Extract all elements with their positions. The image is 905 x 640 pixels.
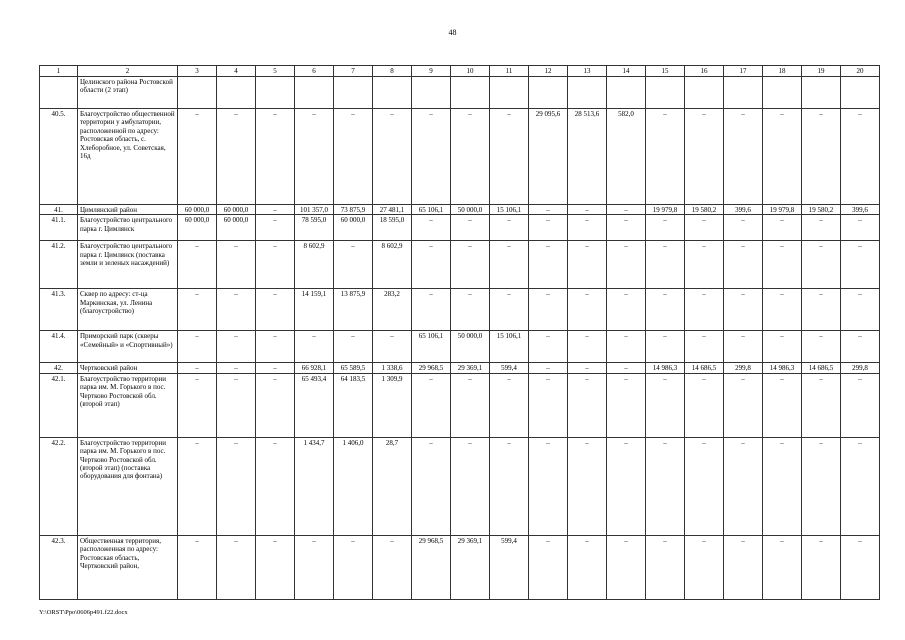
column-header: 5: [256, 66, 295, 77]
row-number-cell: 41.3.: [40, 289, 78, 331]
value-cell: –: [568, 241, 607, 289]
value-cell: 50 000,0: [451, 331, 490, 363]
value-cell: –: [256, 363, 295, 373]
value-cell: –: [256, 205, 295, 215]
value-cell: –: [451, 241, 490, 289]
value-cell: 65 106,1: [412, 205, 451, 215]
value-cell: –: [802, 109, 841, 205]
column-header: 1: [40, 66, 78, 77]
value-cell: –: [295, 535, 334, 599]
value-cell: –: [724, 437, 763, 535]
value-cell: –: [841, 373, 880, 437]
table-row: [40, 535, 880, 599]
value-cell: [334, 77, 373, 109]
value-cell: –: [724, 289, 763, 331]
value-cell: –: [646, 109, 685, 205]
column-header: 11: [490, 66, 529, 77]
value-cell: –: [724, 373, 763, 437]
value-cell: –: [607, 373, 646, 437]
value-cell: 8 602,9: [295, 241, 334, 289]
value-cell: –: [451, 215, 490, 241]
value-cell: 65 589,5: [334, 363, 373, 373]
table-row: [40, 373, 880, 437]
value-cell: [178, 77, 217, 109]
value-cell: –: [607, 331, 646, 363]
row-number-cell: 42.3.: [40, 535, 78, 599]
column-header: 12: [529, 66, 568, 77]
column-header: 10: [451, 66, 490, 77]
row-name-cell: Благоустройство территории парка им. М. Горького в пос. Чертково Ростовской обл. (второй этап) (поставка оборудования для фонтана): [78, 437, 178, 535]
value-cell: –: [373, 331, 412, 363]
value-cell: 14 686,5: [685, 363, 724, 373]
value-cell: –: [529, 373, 568, 437]
value-cell: –: [802, 437, 841, 535]
table-row: [40, 205, 880, 215]
value-cell: 60 000,0: [334, 215, 373, 241]
value-cell: –: [646, 241, 685, 289]
value-cell: –: [568, 205, 607, 215]
value-cell: 29 369,1: [451, 535, 490, 599]
column-header: 8: [373, 66, 412, 77]
value-cell: –: [178, 241, 217, 289]
row-number-cell: 41.: [40, 205, 78, 215]
value-cell: 66 928,1: [295, 363, 334, 373]
value-cell: 29 968,5: [412, 535, 451, 599]
value-cell: –: [841, 437, 880, 535]
value-cell: –: [568, 437, 607, 535]
value-cell: –: [334, 535, 373, 599]
value-cell: –: [256, 331, 295, 363]
row-name-cell: Благоустройство центрального парка г. Цимлянск (поставка земли и зеленых насаждений): [78, 241, 178, 289]
value-cell: –: [529, 331, 568, 363]
table-row: [40, 215, 880, 241]
value-cell: –: [607, 215, 646, 241]
value-cell: –: [451, 373, 490, 437]
value-cell: 399,6: [724, 205, 763, 215]
value-cell: –: [412, 215, 451, 241]
row-number-cell: 40.5.: [40, 109, 78, 205]
value-cell: [451, 77, 490, 109]
value-cell: –: [685, 331, 724, 363]
value-cell: –: [646, 289, 685, 331]
value-cell: –: [178, 437, 217, 535]
value-cell: –: [724, 215, 763, 241]
column-header: 6: [295, 66, 334, 77]
row-name-cell: Благоустройство общественной территории у амбулатории, расположенной по адресу: Ростовская область, с. Хлеборобное, ул. Советская, 16д: [78, 109, 178, 205]
value-cell: –: [568, 215, 607, 241]
row-name-cell: Сквер по адресу: ст-ца Маркинская, ул. Ленина (благоустройство): [78, 289, 178, 331]
value-cell: –: [607, 535, 646, 599]
value-cell: 14 986,3: [763, 363, 802, 373]
value-cell: –: [685, 241, 724, 289]
value-cell: [763, 77, 802, 109]
value-cell: 29 369,1: [451, 363, 490, 373]
value-cell: –: [490, 215, 529, 241]
value-cell: [724, 77, 763, 109]
value-cell: 1 406,0: [334, 437, 373, 535]
value-cell: 60 000,0: [217, 205, 256, 215]
value-cell: –: [646, 373, 685, 437]
value-cell: –: [529, 205, 568, 215]
value-cell: 13 875,9: [334, 289, 373, 331]
value-cell: 27 481,1: [373, 205, 412, 215]
value-cell: –: [217, 241, 256, 289]
value-cell: –: [529, 437, 568, 535]
value-cell: 399,6: [841, 205, 880, 215]
value-cell: –: [412, 109, 451, 205]
value-cell: –: [841, 109, 880, 205]
value-cell: –: [529, 535, 568, 599]
row-number-cell: 41.2.: [40, 241, 78, 289]
file-path-footer: Y:\ORST\Ppo\0606p491.f22.docx: [39, 609, 128, 616]
value-cell: –: [451, 289, 490, 331]
value-cell: [568, 77, 607, 109]
table-row: [40, 363, 880, 373]
value-cell: –: [256, 109, 295, 205]
value-cell: –: [529, 289, 568, 331]
value-cell: [217, 77, 256, 109]
value-cell: 599,4: [490, 363, 529, 373]
value-cell: –: [841, 289, 880, 331]
value-cell: –: [646, 215, 685, 241]
value-cell: –: [607, 241, 646, 289]
value-cell: [256, 77, 295, 109]
row-name-cell: Благоустройство территории парка им. М. Горького в пос. Чертково Ростовской обл. (второй этап): [78, 373, 178, 437]
value-cell: 78 595,0: [295, 215, 334, 241]
value-cell: –: [646, 535, 685, 599]
column-header: 15: [646, 66, 685, 77]
value-cell: –: [724, 109, 763, 205]
column-header: 13: [568, 66, 607, 77]
value-cell: –: [763, 109, 802, 205]
table-row: [40, 109, 880, 205]
value-cell: –: [724, 535, 763, 599]
value-cell: –: [490, 109, 529, 205]
value-cell: –: [256, 215, 295, 241]
value-cell: 64 183,5: [334, 373, 373, 437]
value-cell: [373, 77, 412, 109]
table-row: [40, 437, 880, 535]
row-number-cell: 41.4.: [40, 331, 78, 363]
value-cell: 1 434,7: [295, 437, 334, 535]
column-header: 9: [412, 66, 451, 77]
value-cell: –: [763, 373, 802, 437]
table-row: [40, 77, 880, 109]
value-cell: –: [607, 363, 646, 373]
value-cell: –: [178, 535, 217, 599]
value-cell: 19 580,2: [685, 205, 724, 215]
value-cell: –: [763, 535, 802, 599]
value-cell: 8 602,9: [373, 241, 412, 289]
value-cell: –: [178, 373, 217, 437]
value-cell: 101 357,0: [295, 205, 334, 215]
row-name-cell: Чертковский район: [78, 363, 178, 373]
value-cell: 14 686,5: [802, 363, 841, 373]
value-cell: 299,8: [724, 363, 763, 373]
column-header: 7: [334, 66, 373, 77]
value-cell: –: [256, 373, 295, 437]
column-header: 3: [178, 66, 217, 77]
value-cell: –: [217, 437, 256, 535]
value-cell: –: [724, 331, 763, 363]
value-cell: –: [763, 241, 802, 289]
value-cell: 65 493,4: [295, 373, 334, 437]
budget-table: [39, 65, 880, 600]
value-cell: [490, 77, 529, 109]
value-cell: –: [256, 289, 295, 331]
row-number-cell: 42.2.: [40, 437, 78, 535]
value-cell: 599,4: [490, 535, 529, 599]
value-cell: –: [568, 363, 607, 373]
value-cell: [802, 77, 841, 109]
value-cell: –: [217, 289, 256, 331]
value-cell: –: [529, 215, 568, 241]
column-header: 16: [685, 66, 724, 77]
value-cell: –: [685, 373, 724, 437]
value-cell: –: [412, 241, 451, 289]
value-cell: –: [724, 241, 763, 289]
value-cell: –: [685, 535, 724, 599]
value-cell: 19 979,8: [763, 205, 802, 215]
value-cell: –: [217, 109, 256, 205]
column-header: 14: [607, 66, 646, 77]
value-cell: –: [802, 535, 841, 599]
value-cell: [646, 77, 685, 109]
value-cell: –: [490, 373, 529, 437]
value-cell: –: [334, 109, 373, 205]
value-cell: 65 106,1: [412, 331, 451, 363]
value-cell: –: [841, 331, 880, 363]
value-cell: –: [334, 331, 373, 363]
value-cell: –: [451, 437, 490, 535]
value-cell: –: [373, 535, 412, 599]
value-cell: [295, 77, 334, 109]
value-cell: –: [295, 331, 334, 363]
value-cell: –: [802, 241, 841, 289]
value-cell: –: [802, 331, 841, 363]
row-name-cell: Благоустройство центрального парка г. Цимлянск: [78, 215, 178, 241]
value-cell: –: [178, 289, 217, 331]
value-cell: –: [841, 241, 880, 289]
column-header: 2: [78, 66, 178, 77]
value-cell: –: [568, 331, 607, 363]
value-cell: –: [685, 109, 724, 205]
value-cell: –: [607, 437, 646, 535]
value-cell: [529, 77, 568, 109]
value-cell: 1 309,9: [373, 373, 412, 437]
value-cell: –: [763, 331, 802, 363]
row-name-cell: Целинского района Ростовской области (2 этап): [78, 77, 178, 109]
value-cell: –: [334, 241, 373, 289]
column-header: 4: [217, 66, 256, 77]
value-cell: –: [256, 535, 295, 599]
value-cell: 60 000,0: [178, 205, 217, 215]
value-cell: –: [412, 289, 451, 331]
value-cell: –: [217, 535, 256, 599]
value-cell: –: [763, 289, 802, 331]
value-cell: –: [490, 241, 529, 289]
value-cell: –: [490, 437, 529, 535]
value-cell: –: [568, 373, 607, 437]
value-cell: –: [607, 205, 646, 215]
value-cell: –: [802, 215, 841, 241]
value-cell: –: [841, 215, 880, 241]
value-cell: –: [178, 363, 217, 373]
value-cell: [412, 77, 451, 109]
value-cell: –: [490, 289, 529, 331]
value-cell: –: [529, 363, 568, 373]
column-header: 19: [802, 66, 841, 77]
value-cell: 50 000,0: [451, 205, 490, 215]
value-cell: [607, 77, 646, 109]
value-cell: –: [646, 331, 685, 363]
value-cell: –: [568, 535, 607, 599]
value-cell: 14 159,1: [295, 289, 334, 331]
value-cell: 29 095,6: [529, 109, 568, 205]
value-cell: 73 875,9: [334, 205, 373, 215]
row-number-cell: 41.1.: [40, 215, 78, 241]
table-row: [40, 289, 880, 331]
value-cell: –: [256, 241, 295, 289]
value-cell: 28 513,6: [568, 109, 607, 205]
value-cell: –: [568, 289, 607, 331]
value-cell: 1 338,6: [373, 363, 412, 373]
value-cell: –: [685, 215, 724, 241]
row-number-cell: [40, 77, 78, 109]
column-header: 18: [763, 66, 802, 77]
table-header-row: [40, 66, 880, 77]
value-cell: [841, 77, 880, 109]
row-name-cell: Приморский парк (скверы «Семейный» и «Спортивный»): [78, 331, 178, 363]
table-row: [40, 331, 880, 363]
column-header: 20: [841, 66, 880, 77]
value-cell: –: [217, 373, 256, 437]
value-cell: –: [685, 437, 724, 535]
value-cell: –: [373, 109, 412, 205]
value-cell: –: [412, 437, 451, 535]
value-cell: 14 986,3: [646, 363, 685, 373]
value-cell: 283,2: [373, 289, 412, 331]
row-number-cell: 42.1.: [40, 373, 78, 437]
table-row: [40, 241, 880, 289]
value-cell: 29 968,5: [412, 363, 451, 373]
value-cell: –: [178, 331, 217, 363]
value-cell: –: [802, 289, 841, 331]
value-cell: –: [763, 437, 802, 535]
value-cell: –: [256, 437, 295, 535]
value-cell: –: [646, 437, 685, 535]
column-header: 17: [724, 66, 763, 77]
value-cell: –: [841, 535, 880, 599]
value-cell: 15 106,1: [490, 205, 529, 215]
value-cell: –: [451, 109, 490, 205]
value-cell: 299,8: [841, 363, 880, 373]
value-cell: 28,7: [373, 437, 412, 535]
value-cell: –: [529, 241, 568, 289]
value-cell: –: [607, 289, 646, 331]
value-cell: 60 000,0: [178, 215, 217, 241]
value-cell: –: [802, 373, 841, 437]
row-number-cell: 42.: [40, 363, 78, 373]
value-cell: –: [295, 109, 334, 205]
row-name-cell: Цимлянский район: [78, 205, 178, 215]
value-cell: –: [763, 215, 802, 241]
value-cell: 582,0: [607, 109, 646, 205]
value-cell: –: [217, 331, 256, 363]
value-cell: [685, 77, 724, 109]
value-cell: –: [178, 109, 217, 205]
value-cell: –: [412, 373, 451, 437]
value-cell: 18 595,0: [373, 215, 412, 241]
value-cell: –: [217, 363, 256, 373]
row-name-cell: Общественная территория, расположенная по адресу: Ростовская область, Чертковский район,: [78, 535, 178, 599]
value-cell: 19 979,8: [646, 205, 685, 215]
value-cell: 15 106,1: [490, 331, 529, 363]
page-number: 48: [448, 28, 457, 37]
value-cell: –: [685, 289, 724, 331]
value-cell: 19 580,2: [802, 205, 841, 215]
value-cell: 60 000,0: [217, 215, 256, 241]
